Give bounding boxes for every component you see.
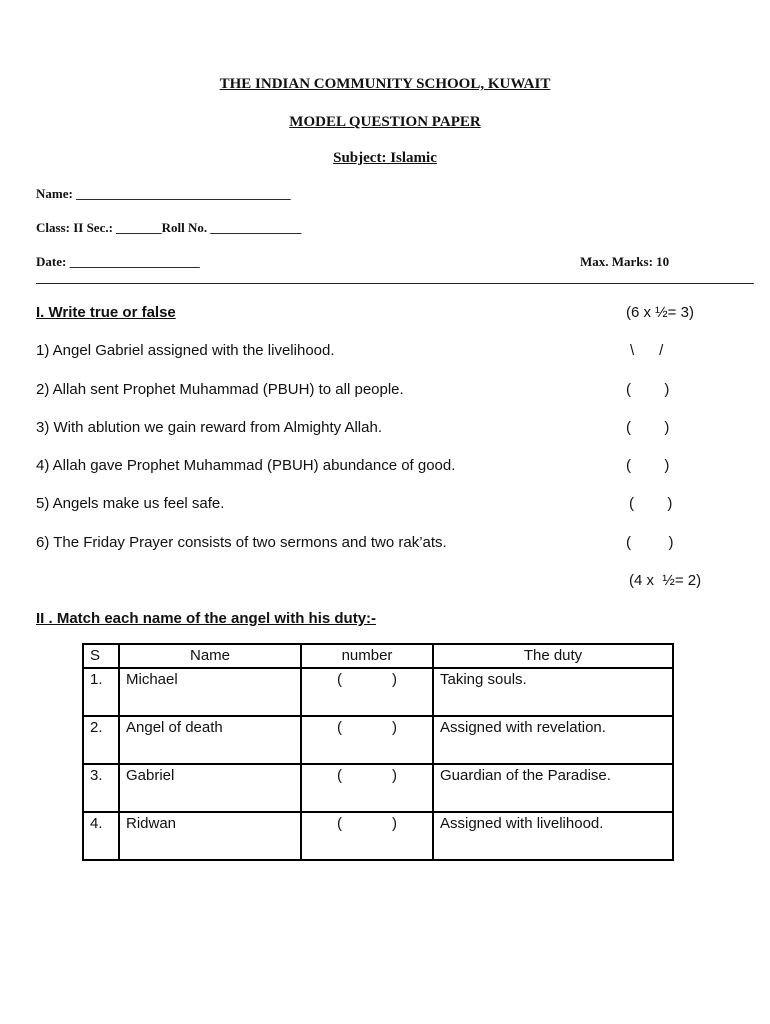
question-5: 5) Angels make us feel safe. [36,495,225,512]
school-title: THE INDIAN COMMUNITY SCHOOL, KUWAIT [219,76,551,92]
row-duty: Taking souls. [433,668,673,716]
row-name: Michael [119,668,301,716]
date-field: Date: ____________________ [36,254,200,269]
answer-blank-3[interactable]: ( ) [626,419,670,436]
row-serial: 4. [83,812,119,860]
row-number-blank[interactable]: ( ) [301,716,433,764]
row-serial: 1. [83,668,119,716]
answer-blank-1[interactable]: \ / [630,342,664,359]
header-name: Name [119,644,301,668]
subject-title: Subject: Islamic [333,150,437,166]
table-row [83,668,673,716]
answer-blank-4[interactable]: ( ) [626,457,670,474]
question-6: 6) The Friday Prayer consists of two sermons and two rak’ats. [36,534,447,551]
row-name: Ridwan [119,812,301,860]
answer-blank-6[interactable]: ( ) [626,534,674,551]
question-1: 1) Angel Gabriel assigned with the livelihood. [36,342,335,359]
class-roll-field: Class: II Sec.: _______Roll No. ______________ [36,220,302,235]
name-field: Name: _________________________________ [36,186,291,201]
section1-title: I. Write true or false [36,304,176,321]
max-marks: Max. Marks: 10 [580,254,670,269]
section2-marks: (4 x ½= 2) [629,572,702,589]
header-s: S [83,644,119,668]
question-3: 3) With ablution we gain reward from Almighty Allah. [36,419,382,436]
table-row [83,716,673,764]
answer-blank-2[interactable]: ( ) [626,381,670,398]
row-number-blank[interactable]: ( ) [301,764,433,812]
header-number: number [301,644,433,668]
question-2: 2) Allah sent Prophet Muhammad (PBUH) to all people. [36,381,404,398]
paper-title: MODEL QUESTION PAPER [289,114,481,130]
row-serial: 3. [83,764,119,812]
row-duty: Guardian of the Paradise. [433,764,673,812]
section2-title: II . Match each name of the angel with his duty:- [36,610,377,627]
row-name: Angel of death [119,716,301,764]
table-row [83,764,673,812]
section1-marks: (6 x ½= 3) [626,304,694,321]
answer-blank-5[interactable]: ( ) [629,495,673,512]
table-row [83,812,673,860]
question-4: 4) Allah gave Prophet Muhammad (PBUH) abundance of good. [36,457,456,474]
row-name: Gabriel [119,764,301,812]
match-table [82,643,674,861]
row-number-blank[interactable]: ( ) [301,812,433,860]
header-duty: The duty [433,644,673,668]
table-header-row [83,644,673,668]
row-number-blank[interactable]: ( ) [301,668,433,716]
row-serial: 2. [83,716,119,764]
row-duty: Assigned with revelation. [433,716,673,764]
header-divider [36,283,754,284]
row-duty: Assigned with livelihood. [433,812,673,860]
